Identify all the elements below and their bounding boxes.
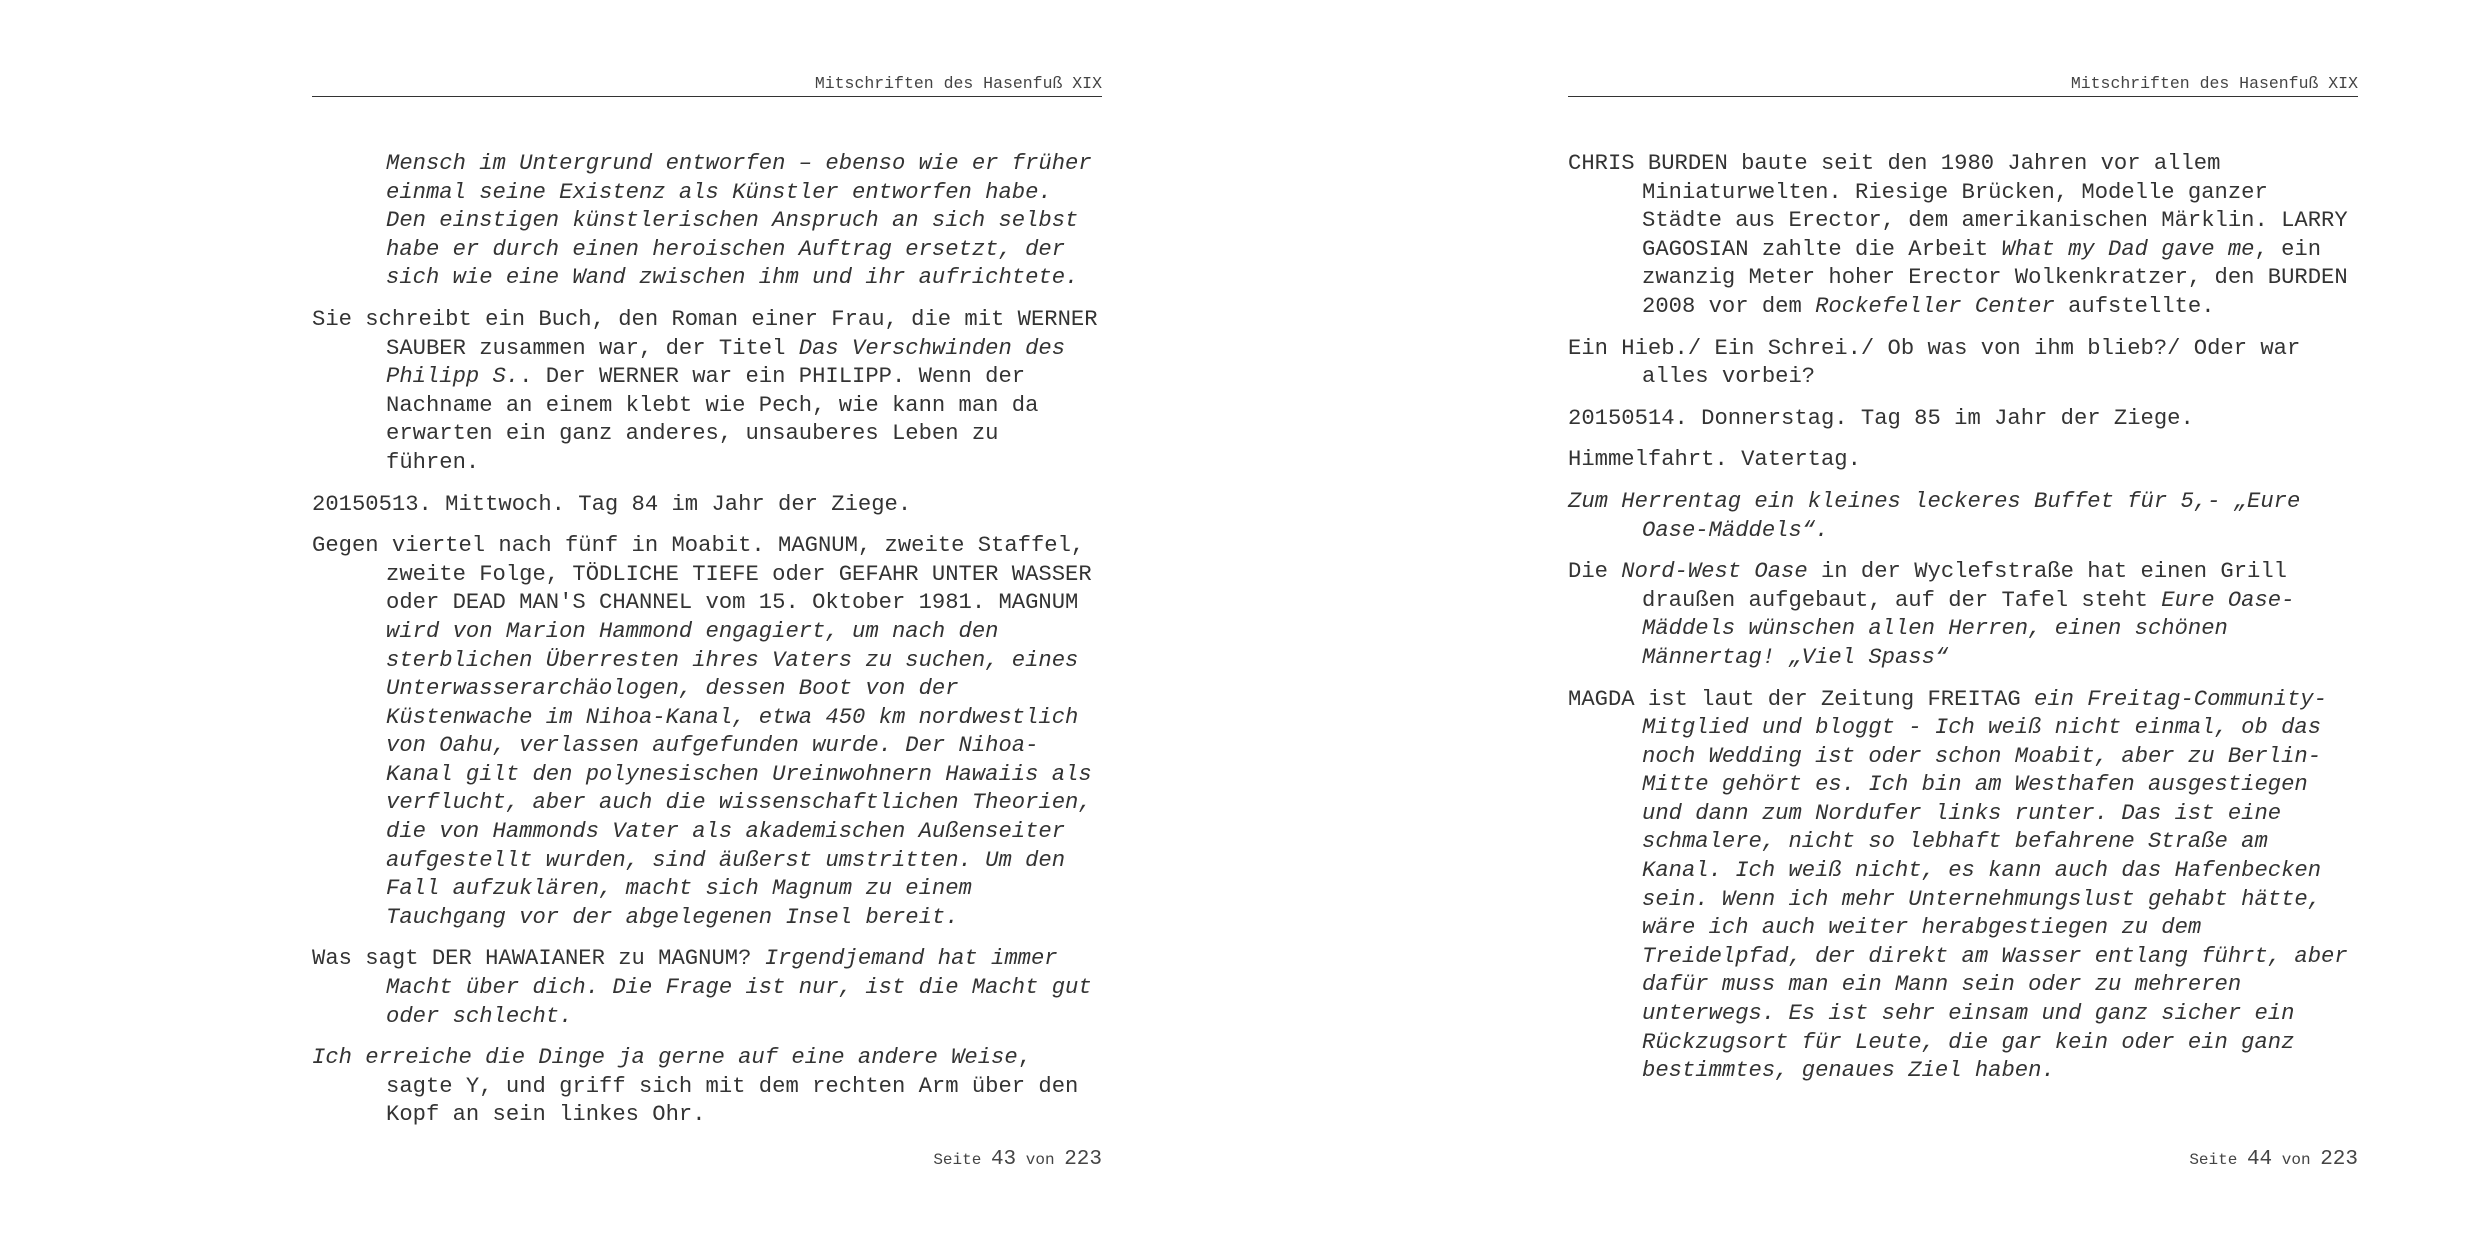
running-header: Mitschriften des Hasenfuß XIX (1568, 74, 2358, 97)
text-run: . Der WERNER war ein PHILIPP. Wenn der Nachname an einem klebt wie Pech, wie kann man da erwarten ein ganz anderes, unsauberes Leben zu führen. (386, 364, 1039, 475)
text-run: Gegen viertel nach fünf in Moabit. MAGNUM, zweite Staffel, zweite Folge, TÖDLICHE TIEFE oder GEFAHR UNTER WASSER oder DEAD MAN'S CHANNEL vom 15. Oktober 1981. MAGNUM (312, 533, 1092, 616)
page-number: 43 (990, 1148, 1017, 1171)
paragraph (1568, 150, 2358, 322)
text-run: 20150513. Mittwoch. Tag 84 im Jahr der Ziege. (312, 491, 912, 517)
text-run: MAGDA ist laut der Zeitung FREITAG (1568, 686, 2035, 712)
footer-of: von (2281, 1151, 2311, 1169)
italic-text: wird von Marion Hammond engagiert, um nach den sterblichen Überresten ihres Vaters zu suchen, eines Unterwasserarchäologen, dessen Boot von der Küstenwache im Nihoa-Kanal, etwa 450 km nordwestlich von Oahu, verlassen aufgefunden wurde. Der Nihoa-Kanal gilt den polynesischen Ureinwohnern Hawaiis als verflucht, aber auch die wissenschaftlichen Theorien, die von Hammonds Vater als akademischen Außenseiter aufgestellt wurden, sind äußerst umstritten. Um den Fall aufzuklären, macht sich Magnum zu einem Tauchgang vor der abgelegenen Insel bereit. (386, 618, 1092, 930)
italic-text: ein Freitag-Community-Mitglied und bloggt - Ich weiß nicht einmal, ob das noch Wedding ist oder schon Moabit, aber zu Berlin-Mitte gehört es. Ich bin am Westhafen ausgestiegen und dann zum Nordufer links runter. Das ist eine schmalere, nicht so lebhaft befahrene Straße am Kanal. Ich weiß nicht, es kann auch das Hafenbecken sein. Wenn ich mehr Unternehmungslust gehabt hätte, wäre ich auch weiter herabgestiegen zu dem Treidelpfad, der direkt am Wasser entlang führt, aber dafür muss man ein Mann sein oder zu mehreren unterwegs. Es ist sehr einsam und ganz sicher ein Rückzugsort für Leute, die gar kein oder ein ganz bestimmtes, genaues Ziel haben. (1642, 686, 2348, 1084)
page-body (1568, 150, 2358, 1099)
italic-text: Mensch im Untergrund entworfen – ebenso wie er früher einmal seine Existenz als Künstler entworfen habe. Den einstigen künstlerischen Anspruch an sich selbst habe er durch einen heroischen Auftrag ersetzt, der sich wie eine Wand zwischen ihm und ihr aufrichtete. (386, 151, 1092, 291)
italic-text: Das Verschwinden des Philipp S. (386, 335, 1066, 390)
paragraph (312, 945, 1102, 1031)
text-run: in der Wyclefstraße hat einen Grill draußen aufgebaut, auf der Tafel steht (1642, 559, 2287, 613)
text-run: , sagte Y, und griff sich mit dem rechten Arm über den Kopf an sein linkes Ohr. (386, 1045, 1079, 1128)
italic-text: Irgendjemand hat immer Macht über dich. Die Frage ist nur, ist die Macht gut oder schlecht. (386, 946, 1092, 1029)
total-pages: 223 (2320, 1148, 2358, 1171)
italic-text: Ich erreiche die Dinge ja gerne auf eine andere Weise (312, 1045, 1018, 1071)
text-run: Himmelfahrt. Vatertag. (1568, 447, 1861, 473)
page-body (312, 150, 1102, 1143)
paragraph (312, 532, 1102, 932)
total-pages: 223 (1064, 1148, 1102, 1171)
italic-text: What my Dad gave me (2001, 236, 2255, 262)
page-footer (933, 1148, 1102, 1171)
paragraph (312, 306, 1102, 478)
paragraph (1568, 488, 2358, 545)
text-run: Die (1568, 559, 1622, 585)
text-run: , ein zwanzig Meter hoher Erector Wolkenkratzer, den BURDEN 2008 vor dem (1642, 236, 2348, 319)
italic-text: Eure Oase-Mäddels wünschen allen Herren, einen schönen Männertag! „Viel Spass“ (1642, 587, 2295, 670)
paragraph (312, 491, 1102, 520)
italic-text: Rockefeller Center (1815, 293, 2055, 319)
paragraph (1568, 446, 2358, 475)
left-page (312, 0, 1102, 1240)
footer-label: Seite (933, 1151, 982, 1169)
running-header: Mitschriften des Hasenfuß XIX (312, 74, 1102, 97)
paragraph (1568, 558, 2358, 672)
italic-text: Nord-West Oase (1621, 559, 1808, 585)
footer-label: Seite (2189, 1151, 2238, 1169)
text-run: Ein Hieb./ Ein Schrei./ Ob was von ihm blieb?/ Oder war alles vorbei? (1568, 335, 2301, 390)
paragraph (1568, 686, 2358, 1086)
text-run: Was sagt DER HAWAIANER zu MAGNUM? (312, 946, 765, 972)
paragraph (312, 150, 1102, 293)
text-run: Sie schreibt ein Buch, den Roman einer Frau, die mit WERNER SAUBER zusammen war, der Titel (312, 306, 1098, 361)
italic-text: Zum Herrentag ein kleines leckeres Buffet für 5,- „Eure Oase-Mäddels“. (1568, 488, 2301, 543)
page-footer (2189, 1148, 2358, 1171)
paragraph (312, 1044, 1102, 1130)
text-run: aufstellte. (2054, 293, 2215, 319)
text-run: 20150514. Donnerstag. Tag 85 im Jahr der Ziege. (1568, 405, 2194, 431)
page-number: 44 (2246, 1148, 2273, 1171)
paragraph (1568, 335, 2358, 392)
text-run: CHRIS BURDEN baute seit den 1980 Jahren vor allem Miniaturwelten. Riesige Brücken, Modelle ganzer Städte aus Erector, dem amerikanischen Märklin. LARRY GAGOSIAN zahlte die Arbeit (1568, 151, 2348, 262)
paragraph (1568, 405, 2358, 434)
footer-of: von (1025, 1151, 1055, 1169)
right-page (1568, 0, 2358, 1240)
